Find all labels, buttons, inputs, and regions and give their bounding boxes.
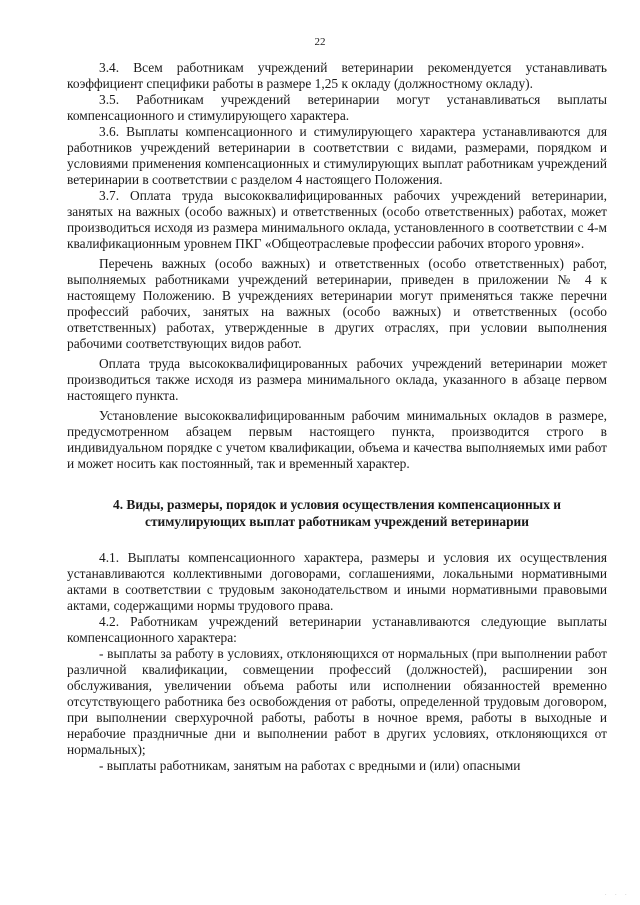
paragraph-3-5: 3.5. Работникам учреждений ветеринарии могут устанавливаться выплаты компенсационного и стимулирующего характера. bbox=[67, 92, 607, 123]
list-item-harmful-conditions: - выплаты работникам, занятым на работах с вредными и (или) опасными bbox=[99, 758, 521, 773]
page-number: 22 bbox=[314, 36, 326, 48]
scan-noise: · · · bbox=[604, 891, 630, 899]
paragraph-3-7: 3.7. Оплата труда высококвалифицированных рабочих учреждений ветеринарии, занятых на важных (особо важных) и ответственных (особо ответственных) работах, может производиться исходя из размера минимального оклада, установленного в соответствии с 4-м квалификационным уровнем ПКГ «Общеотраслевые профессии рабочих второго уровня». bbox=[67, 188, 607, 251]
paragraph-4-2: 4.2. Работникам учреждений ветеринарии устанавливаются следующие выплаты компенсационного характера: bbox=[67, 614, 607, 645]
section-heading-4: 4. Виды, размеры, порядок и условия осуществления компенсационных и стимулирующих выплат работникам учреждений ветеринарии bbox=[113, 497, 561, 529]
paragraph-list-of-works: Перечень важных (особо важных) и ответственных (особо ответственных) работ, выполняемых работниками учреждений ветеринарии, приведен в приложении № 4 к настоящему Положению. В учреждениях ветеринарии могут применяться также перечни профессий рабочих, занятых на важных (особо важных) и ответственных (особо ответственных) работах, утвержденные в других отраслях, при условии выполнения рабочими соответствующих видов работ. bbox=[67, 256, 607, 351]
list-item-abnormal-conditions: - выплаты за работу в условиях, отклоняющихся от нормальных (при выполнении работ различной квалификации, совмещении профессий (должностей), расширении зон обслуживания, увеличении объема работы или исполнении обязанностей временно отсутствующего работника без освобождения от работы, определенной трудовым договором, при выполнении сверхурочной работы, работы в ночное время, работы в выходные и нерабочие праздничные дни и выполнении работ в других условиях, отклоняющихся от нормальных); bbox=[67, 646, 607, 757]
paragraph-3-4: 3.4. Всем работникам учреждений ветеринарии рекомендуется устанавливать коэффициент специфики работы в размере 1,25 к окладу (должностному окладу). bbox=[67, 60, 607, 91]
paragraph-individual-order: Установление высококвалифицированным рабочим минимальных окладов в размере, предусмотренном абзацем первым настоящего пункта, производится строго в индивидуальном порядке с учетом квалификации, объема и качества выполняемых ими работ и может носить как постоянный, так и временный характер. bbox=[67, 408, 607, 471]
paragraph-pay-basis: Оплата труда высококвалифицированных рабочих учреждений ветеринарии может производиться также исходя из размера минимального оклада, указанного в абзаце первом настоящего пункта. bbox=[67, 356, 607, 403]
paragraph-3-6: 3.6. Выплаты компенсационного и стимулирующего характера устанавливаются для работников учреждений ветеринарии в соответствии с видами, размерами, порядком и условиями применения компенсационных и стимулирующих выплат работникам учреждений ветеринарии в соответствии с разделом 4 настоящего Положения. bbox=[67, 124, 607, 187]
paragraph-4-1: 4.1. Выплаты компенсационного характера, размеры и условия их осуществления устанавливаются коллективными договорами, соглашениями, локальными нормативными актами в соответствии с трудовым законодательством и иными нормативными правовыми актами, содержащими нормы трудового права. bbox=[67, 550, 607, 613]
